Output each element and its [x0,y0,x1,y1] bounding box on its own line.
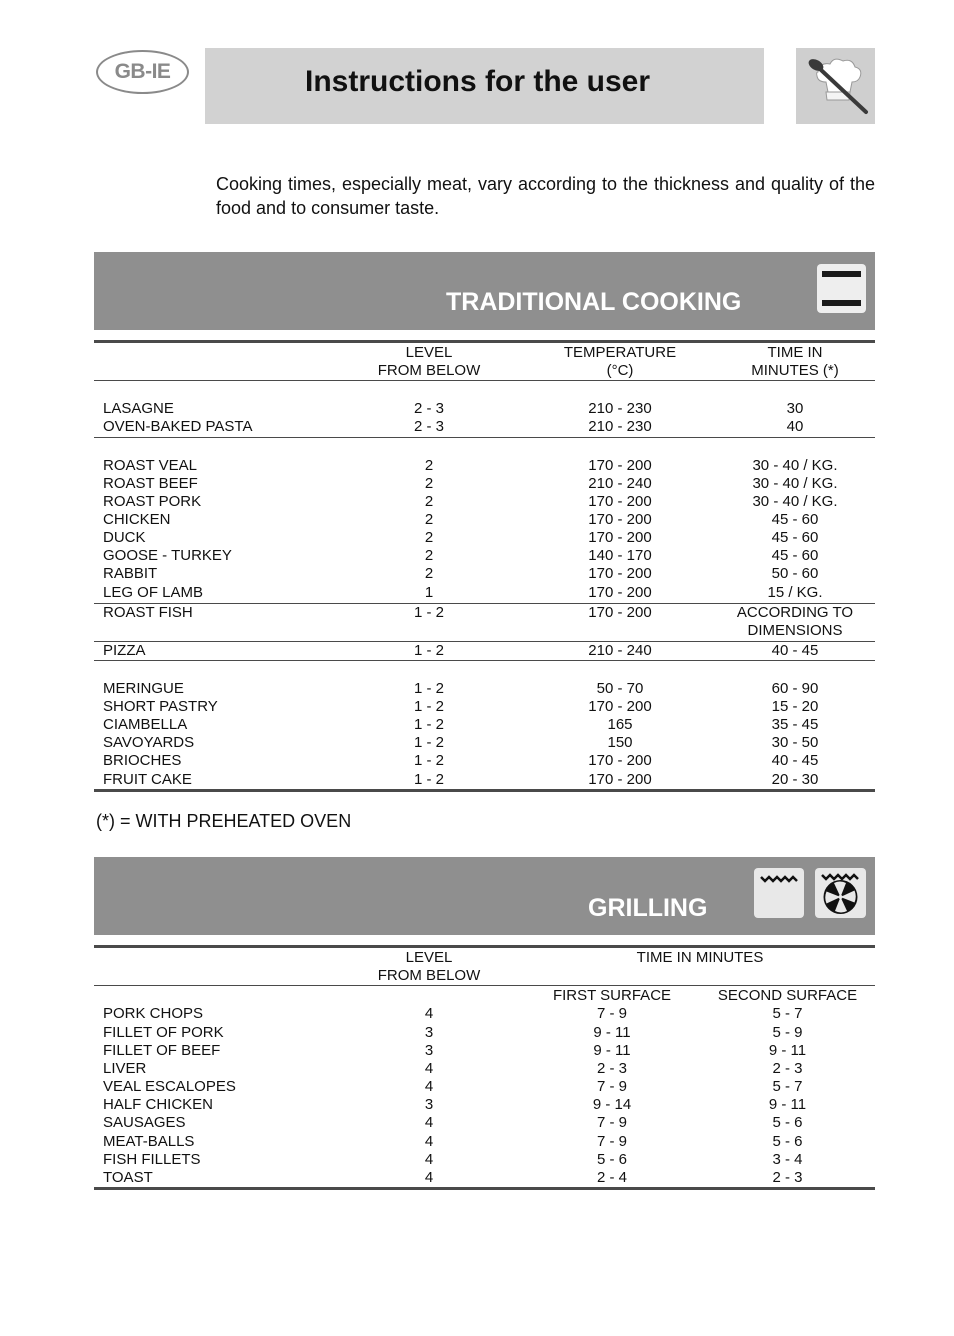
table-cell-food: DUCK [103,529,146,546]
table-cell-level: 1 - 2 [413,680,444,697]
page-title: Instructions for the user [305,65,651,98]
grill-cell-level: 4 [424,1133,434,1150]
grill-cell-second-surface: 9 - 11 [768,1042,807,1059]
grill-table-header-rule [94,985,875,986]
grill-cell-first-surface: 5 - 6 [596,1151,627,1168]
table-cell-temperature: 170 - 200 [588,771,652,788]
chef-spoon-icon [796,48,875,124]
table-cell-temperature: 210 - 230 [588,400,652,417]
table-cell-time: 35 - 45 [771,716,819,733]
table-cell-level: 2 [424,565,434,582]
table-cell-level: 1 [424,584,434,601]
grill-cell-second-surface: 3 - 4 [772,1151,803,1168]
grill-cell-food: LIVER [103,1060,147,1077]
footnote: (*) = WITH PREHEATED OVEN [96,811,352,831]
grill-cell-food: MEAT-BALLS [103,1133,195,1150]
table-cell-time: 40 - 45 [771,752,819,769]
table-cell-food: BRIOCHES [103,752,182,769]
table-cell-time: 15 / KG. [767,584,823,601]
grill-cell-first-surface: 9 - 11 [593,1042,631,1059]
table-cell-level: 2 [424,457,434,474]
table-cell-time: 30 - 40 / KG. [752,475,838,492]
table-cell-food: GOOSE - TURKEY [103,547,232,564]
grill-cell-second-surface: 5 - 6 [772,1133,803,1150]
grill-cell-first-surface: 7 - 9 [596,1114,627,1131]
grill-col-header-second-surface: SECOND SURFACE [717,987,858,1004]
table-cell-level: 2 - 3 [413,418,444,435]
table-cell-temperature: 170 - 200 [588,457,652,474]
table-cell-level: 1 - 2 [413,716,444,733]
table-group-rule [94,660,875,661]
table-cell-time-cont: DIMENSIONS [747,622,843,639]
grill-cell-second-surface: 2 - 3 [772,1169,803,1186]
table-cell-temperature: 140 - 170 [588,547,652,564]
table-cell-level: 2 [424,547,434,564]
table-cell-time: ACCORDING TO [736,604,854,621]
table-cell-level: 2 [424,529,434,546]
grill-cell-second-surface: 5 - 6 [772,1114,803,1131]
traditional-cooking-banner [94,252,875,330]
grill-table-bottom-rule [94,1187,875,1190]
table-cell-temperature: 170 - 200 [588,752,652,769]
grill-table-top-rule [94,945,875,948]
table-cell-time: 45 - 60 [771,547,819,564]
table-cell-level: 1 - 2 [413,642,444,659]
grill-cell-level: 4 [424,1060,434,1077]
table-cell-time: 30 - 40 / KG. [752,457,838,474]
grill-cell-first-surface: 2 - 4 [596,1169,627,1186]
title-banner [205,48,764,124]
grill-col-header-time: TIME IN MINUTES [636,949,764,966]
grill-cell-food: VEAL ESCALOPES [103,1078,236,1095]
table-cell-level: 1 - 2 [413,752,444,769]
table-bottom-rule [94,789,875,792]
table-cell-food: LEG OF LAMB [103,584,204,601]
table-cell-time: 45 - 60 [771,529,819,546]
grill-cell-food: SAUSAGES [103,1114,186,1131]
table-cell-level: 2 [424,511,434,528]
grilling-title: GRILLING [588,894,708,922]
table-cell-food: MERINGUE [103,680,184,697]
table-cell-time: 30 - 50 [771,734,819,751]
table-cell-food: CHICKEN [103,511,171,528]
table-header-rule [94,380,875,381]
grill-cell-level: 4 [424,1114,434,1131]
grill-cell-second-surface: 5 - 9 [772,1024,803,1041]
table-cell-time: 15 - 20 [771,698,819,715]
grill-cell-level: 4 [424,1005,434,1022]
grill-cell-level: 3 [424,1024,434,1041]
table-cell-time: 30 - 40 / KG. [752,493,838,510]
grill-cell-first-surface: 7 - 9 [596,1005,627,1022]
grill-cell-second-surface: 2 - 3 [772,1060,803,1077]
grill-cell-food: FILLET OF BEEF [103,1042,221,1059]
table-cell-level: 1 - 2 [413,698,444,715]
grill-cell-second-surface: 5 - 7 [772,1078,803,1095]
col-header-time: TIME IN MINUTES (*) [751,344,839,379]
table-cell-temperature: 170 - 200 [588,493,652,510]
table-cell-level: 2 [424,475,434,492]
table-cell-temperature: 170 - 200 [588,584,652,601]
grill-cell-second-surface: 5 - 7 [772,1005,803,1022]
grill-cell-first-surface: 7 - 9 [596,1133,627,1150]
table-cell-food: LASAGNE [103,400,174,417]
table-cell-time: 45 - 60 [771,511,819,528]
table-cell-level: 1 - 2 [413,771,444,788]
grill-col-header-level: LEVEL FROM BELOW [377,949,481,984]
grill-cell-food: FILLET OF PORK [103,1024,224,1041]
grill-cell-level: 3 [424,1042,434,1059]
table-cell-food: ROAST FISH [103,604,193,621]
table-cell-time: 50 - 60 [771,565,819,582]
table-cell-food: SAVOYARDS [103,734,195,751]
table-cell-temperature: 150 [607,734,633,751]
grill-cell-level: 4 [424,1078,434,1095]
table-cell-food: ROAST VEAL [103,457,197,474]
table-top-rule [94,340,875,343]
table-cell-time: 20 - 30 [771,771,819,788]
grill-col-header-first-surface: FIRST SURFACE [552,987,672,1004]
intro-paragraph: Cooking times, especially meat, vary according to the thickness and quality of the food and to consumer taste. [216,174,875,218]
table-cell-time: 30 [786,400,804,417]
grill-cell-food: PORK CHOPS [103,1005,204,1022]
table-cell-temperature: 170 - 200 [588,529,652,546]
grill-cell-food: TOAST [103,1169,153,1186]
col-header-temperature: TEMPERATURE (°C) [563,344,677,379]
table-cell-food: ROAST BEEF [103,475,198,492]
oven-top-bottom-heating-icon [817,264,866,313]
grill-cell-food: HALF CHICKEN [103,1096,214,1113]
grill-cell-second-surface: 9 - 11 [768,1096,807,1113]
grill-cell-level: 4 [424,1151,434,1168]
table-cell-temperature: 210 - 240 [588,642,652,659]
table-cell-level: 1 - 2 [413,604,444,621]
table-cell-temperature: 170 - 200 [588,698,652,715]
table-cell-food: PIZZA [103,642,146,659]
grill-cell-food: FISH FILLETS [103,1151,201,1168]
table-cell-level: 2 - 3 [413,400,444,417]
fan-grill-icon [815,868,866,918]
grill-cell-level: 3 [424,1096,434,1113]
table-cell-temperature: 210 - 240 [588,475,652,492]
table-cell-temperature: 170 - 200 [588,565,652,582]
table-cell-time: 60 - 90 [771,680,819,697]
table-cell-level: 1 - 2 [413,734,444,751]
region-badge: GB-IE [96,50,189,94]
table-cell-level: 2 [424,493,434,510]
table-cell-food: ROAST PORK [103,493,202,510]
table-cell-temperature: 210 - 230 [588,418,652,435]
table-cell-time: 40 [786,418,804,435]
traditional-cooking-title: TRADITIONAL COOKING [446,288,742,316]
grill-cell-first-surface: 2 - 3 [596,1060,627,1077]
table-cell-food: SHORT PASTRY [103,698,218,715]
table-cell-temperature: 165 [607,716,633,733]
table-cell-food: RABBIT [103,565,158,582]
grill-cell-level: 4 [424,1169,434,1186]
table-cell-food: OVEN-BAKED PASTA [103,418,253,435]
table-cell-temperature: 170 - 200 [588,604,652,621]
table-cell-temperature: 170 - 200 [588,511,652,528]
table-cell-temperature: 50 - 70 [596,680,644,697]
table-cell-food: CIAMBELLA [103,716,188,733]
grill-cell-first-surface: 7 - 9 [596,1078,627,1095]
grill-cell-first-surface: 9 - 14 [592,1096,632,1113]
table-cell-time: 40 - 45 [771,642,819,659]
grill-cell-first-surface: 9 - 11 [593,1024,631,1041]
grill-element-icon [754,868,804,918]
table-group-rule [94,437,875,438]
col-header-level: LEVEL FROM BELOW [377,344,481,379]
table-cell-food: FRUIT CAKE [103,771,192,788]
